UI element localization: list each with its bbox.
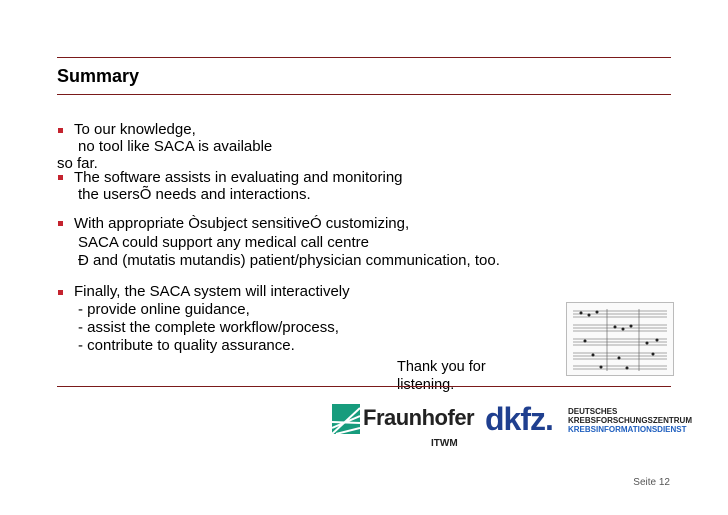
bullet-marker	[58, 128, 63, 133]
thank-you-line-2: listening.	[397, 377, 455, 393]
bullet-4-line-3: - assist the complete workflow/process,	[78, 319, 339, 336]
bullet-3-line-3: Ð and (mutatis mutandis) patient/physician communication, too.	[78, 252, 500, 269]
dkfz-subtitle	[568, 407, 692, 434]
bullet-marker	[58, 175, 63, 180]
bullet-3-line-2: SACA could support any medical call centre	[78, 234, 369, 251]
bullet-1-line-3: so far.	[57, 155, 98, 172]
bullet-1-line-2: no tool like SACA is available	[78, 138, 273, 155]
bullet-4-line-2: - provide online guidance,	[78, 301, 250, 318]
bullet-marker	[58, 221, 63, 226]
slide-title: Summary	[57, 66, 140, 86]
fraunhofer-wordmark: Fraunhofer	[363, 405, 475, 430]
dkfz-sub-line-3: KREBSINFORMATIONSDIENST	[568, 425, 687, 434]
bottom-rule	[57, 386, 671, 387]
bullet-3-line-1: With appropriate Òsubject sensitiveÓ customizing,	[74, 215, 410, 232]
top-rule	[57, 57, 671, 58]
thank-you-line-1: Thank you for	[397, 359, 486, 375]
fraunhofer-logo-icon	[332, 404, 360, 434]
title-underline	[57, 94, 671, 95]
dkfz-wordmark: dkfz.	[485, 401, 553, 437]
itwm-label: ITWM	[431, 438, 458, 449]
bullet-marker	[58, 290, 63, 295]
bullet-2-line-1: The software assists in evaluating and monitoring	[74, 169, 403, 186]
sheet-music-image	[566, 302, 674, 376]
dkfz-sub-line-1: DEUTSCHES	[568, 407, 618, 416]
bullet-1-line-1: To our knowledge,	[74, 121, 196, 138]
bullet-4-line-1: Finally, the SACA system will interactively	[74, 283, 350, 300]
page-number: Seite 12	[633, 477, 670, 488]
thank-you-note	[397, 358, 486, 394]
bullet-2-line-2: the usersÕ needs and interactions.	[78, 186, 311, 203]
dkfz-sub-line-2: KREBSFORSCHUNGSZENTRUM	[568, 416, 692, 425]
bullet-4-line-4: - contribute to quality assurance.	[78, 337, 295, 354]
